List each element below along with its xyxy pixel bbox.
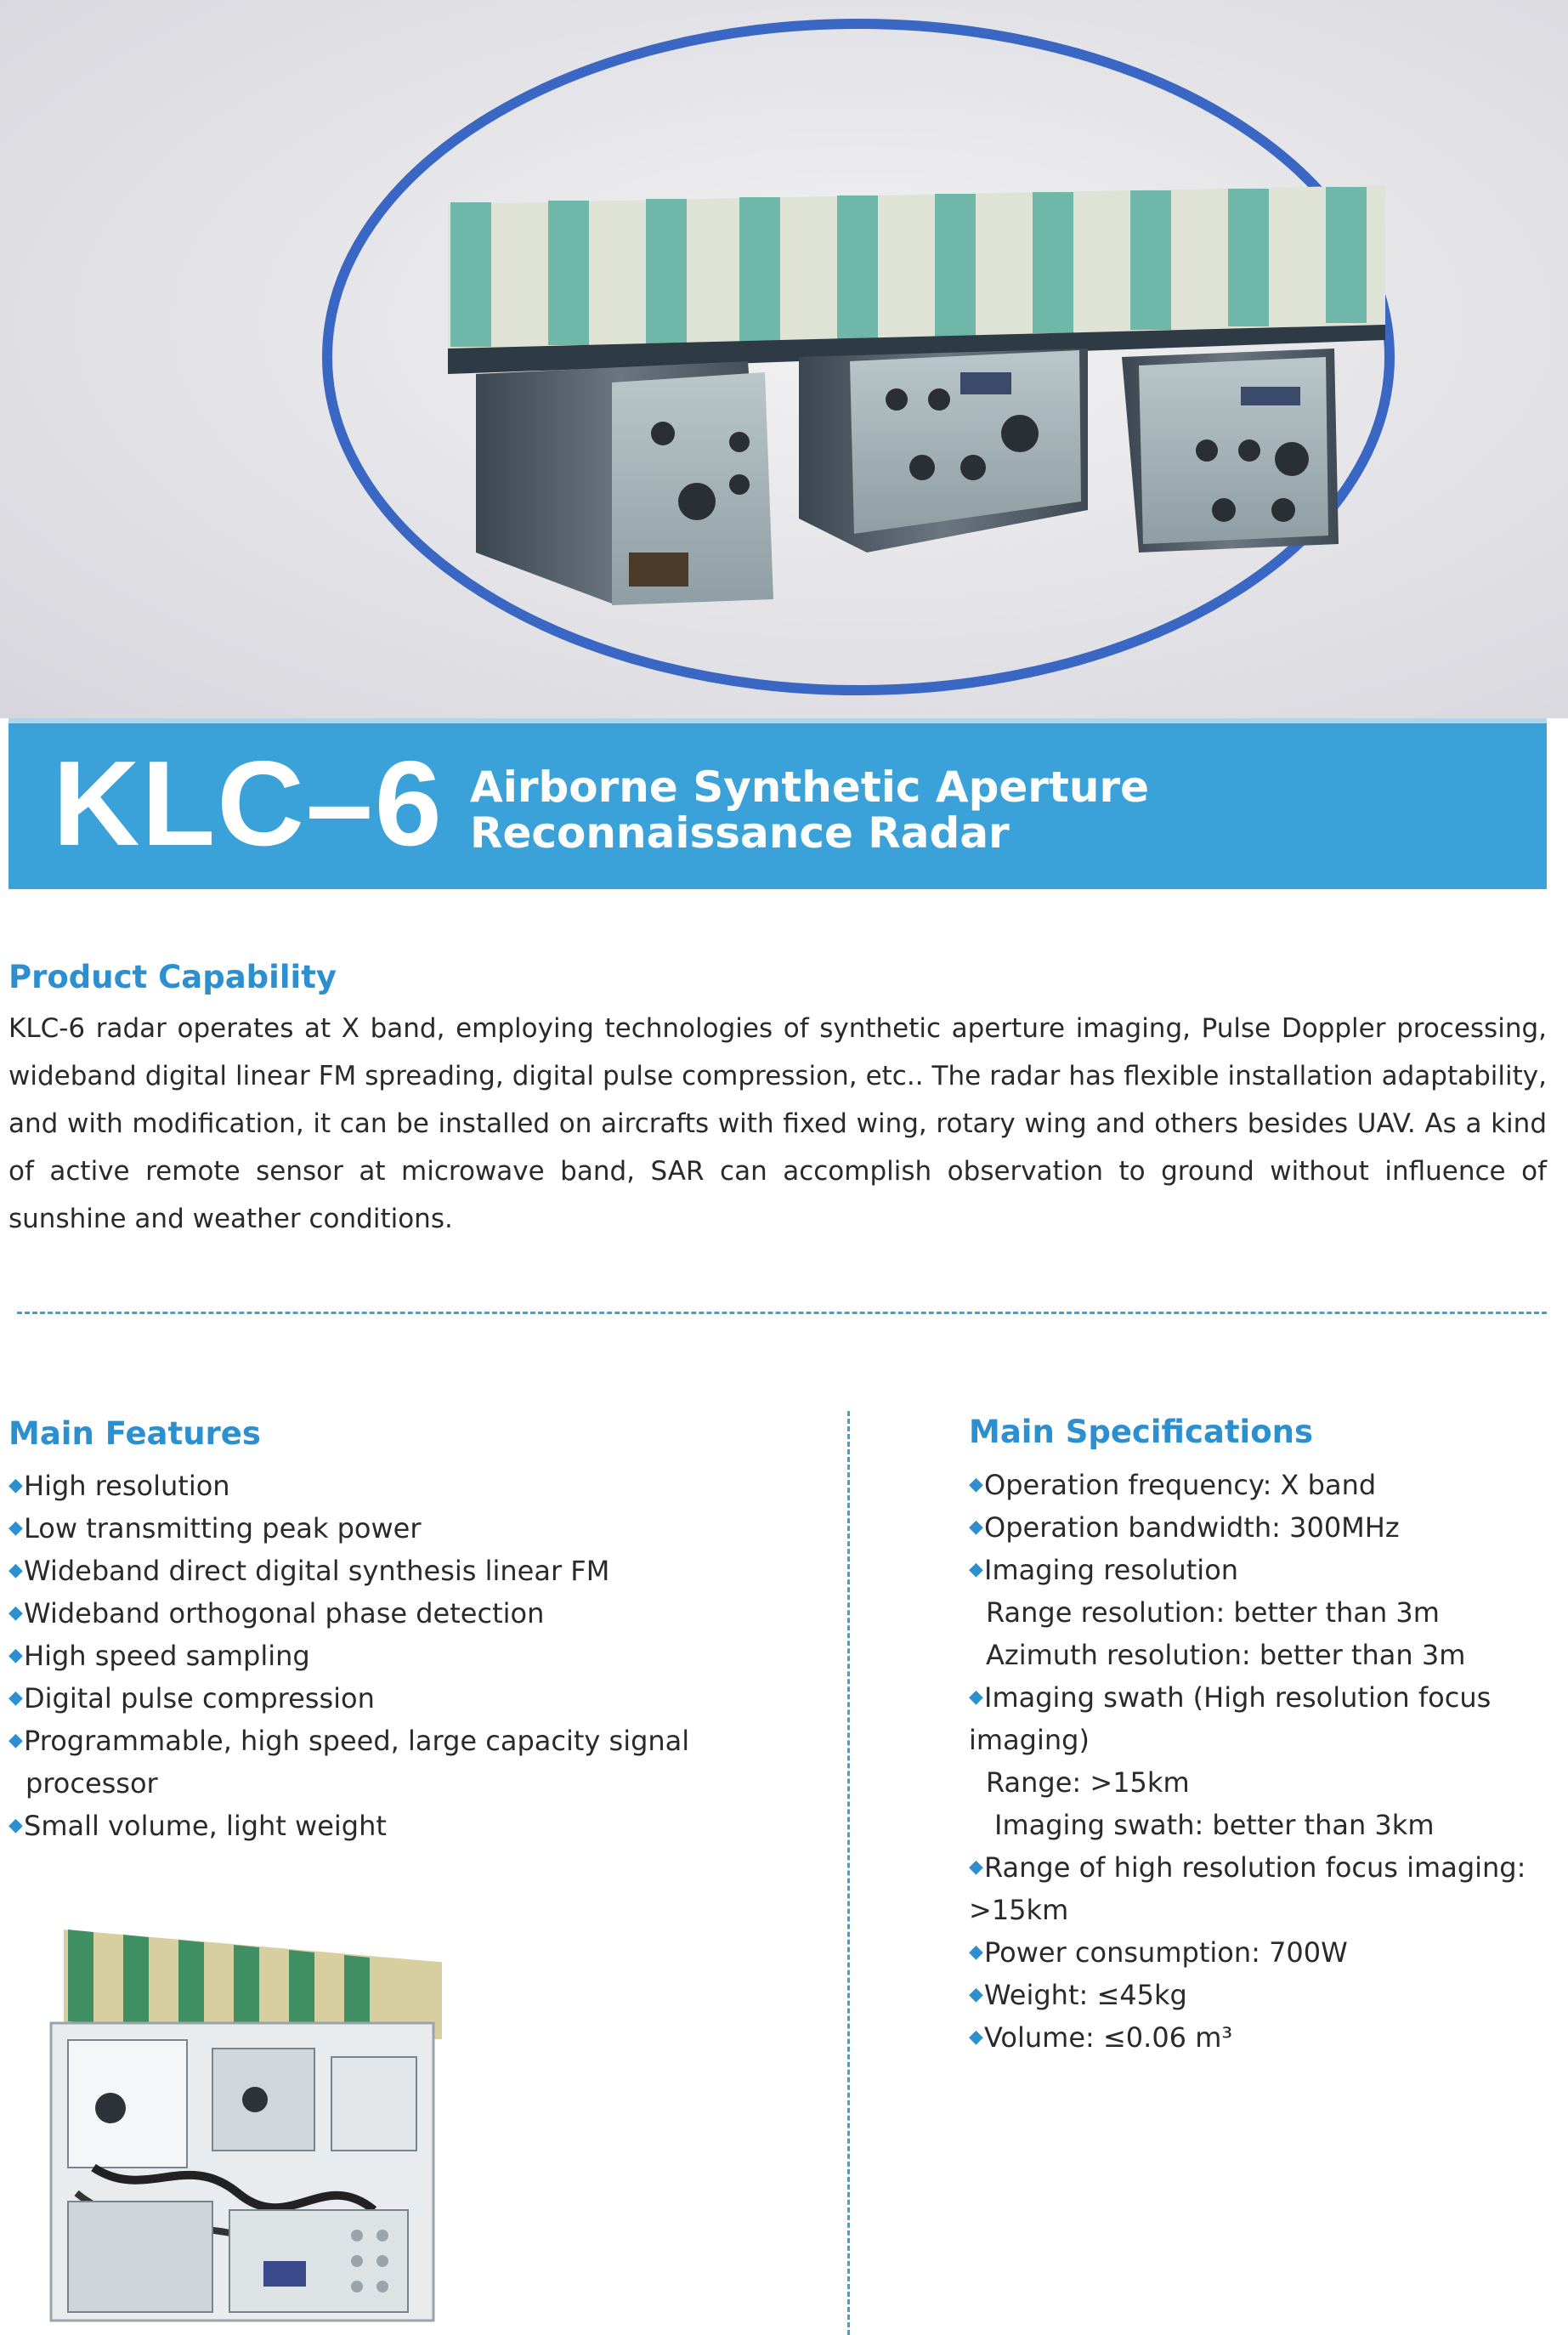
list-item-continuation: processor [25, 1767, 158, 1799]
list-item: ◆ Low transmitting peak power [8, 1507, 807, 1550]
list-item: ◆ Imaging swath (High resolution focus [969, 1676, 1555, 1719]
radar-assembly-photo [17, 1913, 442, 2332]
list-item: ◆ Wideband direct digital synthesis linear FM [8, 1550, 807, 1592]
list-item-sub: Range: >15km [986, 1766, 1190, 1799]
diamond-bullet-icon: ◆ [969, 1474, 983, 1495]
diamond-bullet-icon: ◆ [8, 1730, 23, 1751]
radar-assembly-image [17, 1913, 442, 2329]
list-item: ◆ Operation bandwidth: 300MHz [969, 1506, 1555, 1549]
list-item: ◆ Weight: ≤45kg [969, 1974, 1555, 2016]
model-name: KLC–6 [53, 736, 444, 871]
diamond-bullet-icon: ◆ [8, 1645, 23, 1666]
subtitle-line-2: Reconnaissance Radar [470, 808, 1010, 858]
list-item: ◆ Digital pulse compression [8, 1677, 807, 1720]
list-item: ◆ Operation frequency: X band [969, 1464, 1555, 1506]
list-item-continuation: imaging) [969, 1724, 1090, 1756]
list-item: ◆ High resolution [8, 1465, 807, 1507]
list-item: ◆ High speed sampling [8, 1635, 807, 1677]
list-item: ◆ Wideband orthogonal phase detection [8, 1592, 807, 1635]
diamond-bullet-icon: ◆ [8, 1602, 23, 1624]
subtitle-line-1: Airborne Synthetic Aperture [470, 762, 1150, 812]
list-item: ◆ Imaging resolution [969, 1549, 1555, 1591]
features-heading: Main Features [8, 1415, 261, 1452]
diamond-bullet-icon: ◆ [969, 1984, 983, 2005]
diamond-bullet-icon: ◆ [8, 1815, 23, 1836]
diamond-bullet-icon: ◆ [969, 1941, 983, 1963]
list-item: ◆ Volume: ≤0.06 m³ [969, 2016, 1555, 2059]
list-item: ◆ Small volume, light weight [8, 1805, 807, 1847]
diamond-bullet-icon: ◆ [8, 1475, 23, 1496]
list-item-sub: Range resolution: better than 3m [986, 1596, 1440, 1629]
diamond-bullet-icon: ◆ [8, 1560, 23, 1581]
list-item-sub: Imaging swath: better than 3km [994, 1809, 1435, 1841]
column-divider [847, 1411, 850, 2335]
diamond-bullet-icon: ◆ [8, 1517, 23, 1539]
list-item: ◆ Range of high resolution focus imaging: [969, 1846, 1555, 1889]
features-list [8, 1465, 807, 1847]
list-item-continuation: >15km [969, 1894, 1069, 1926]
diamond-bullet-icon: ◆ [8, 1687, 23, 1709]
specifications-heading: Main Specifications [969, 1414, 1314, 1450]
section-divider [17, 1312, 1547, 1314]
capability-paragraph: KLC-6 radar operates at X band, employing technologies of synthetic aperture imaging, Pulse Doppler processing, wideband digital linear FM spreading, digital pulse compression, etc.. The radar has flexible installation adaptability, and with modification, it can be installed on aircrafts with fixed wing, rotary wing and others besides UAV. As a kind of active remote sensor at microwave band, SAR can accomplish observation to ground without influence of sunshine and weather conditions. [8, 1013, 1547, 1234]
diamond-bullet-icon: ◆ [969, 1686, 983, 1708]
product-subtitle [470, 764, 1149, 856]
list-item-sub: Azimuth resolution: better than 3m [986, 1639, 1466, 1671]
diamond-bullet-icon: ◆ [969, 1856, 983, 1878]
diamond-bullet-icon: ◆ [969, 2026, 983, 2048]
title-band [8, 718, 1547, 889]
list-item: ◆ Power consumption: 700W [969, 1931, 1555, 1974]
capability-heading: Product Capability [8, 959, 337, 995]
diamond-bullet-icon: ◆ [969, 1559, 983, 1580]
hero-photo [0, 0, 1568, 718]
specifications-list [969, 1464, 1555, 2059]
diamond-bullet-icon: ◆ [969, 1516, 983, 1538]
radar-equipment-photo [0, 0, 1568, 718]
list-item: ◆ Programmable, high speed, large capacity signal [8, 1720, 807, 1762]
